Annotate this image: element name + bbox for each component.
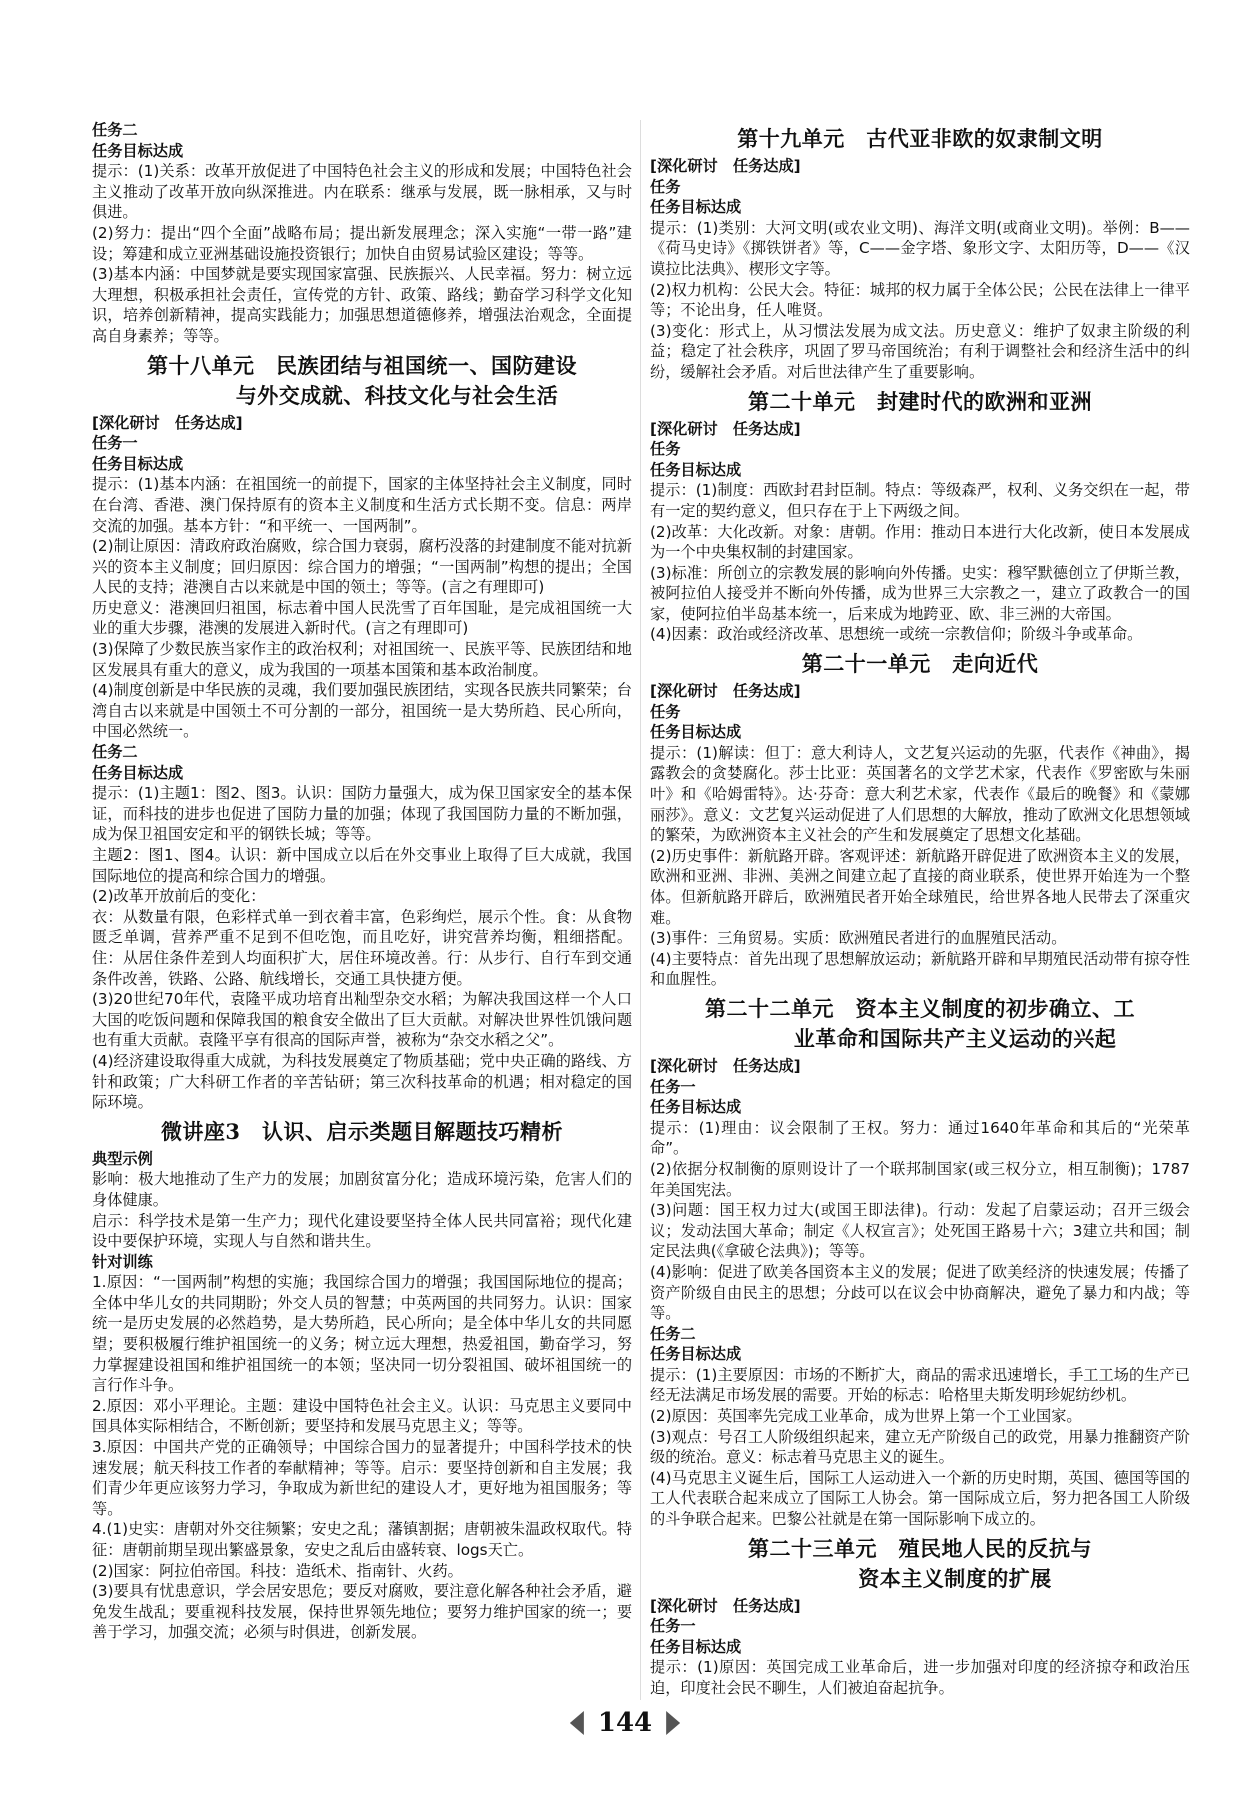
answer-paragraph: 主题2：图1、图4。认识：新中国成立以后在外交事业上取得了巨大成就，我国国际地位的提高和综合国力的增强。 [92, 846, 632, 885]
answer-paragraph: (2)改革：大化改新。对象：唐朝。作用：推动日本进行大化改新，使日本发展成为一个中央集权制的封建国家。 [650, 522, 1190, 562]
answer-paragraph: (4)主要特点：首先出现了思想解放运动；新航路开辟和早期殖民活动带有掠夺性和血腥性。 [650, 949, 1190, 989]
unit-heading-line: 微讲座3 认识、启示类题目解题技巧精析 [160, 1118, 564, 1144]
unit-heading-line: 资本主义制度的扩展 [858, 1565, 1052, 1591]
unit-heading-line: 第二十二单元 资本主义制度的初步确立、工 [705, 995, 1135, 1021]
answer-paragraph: 提示：(1)关系：改革开放促进了中国特色社会主义的形成和发展；中国特色社会主义推动了改革开放向纵深推进。内在联系：继承与发展，既一脉相承，又与时俱进。 [92, 162, 632, 222]
answer-paragraph: (3)基本内涵：中国梦就是要实现国家富强、民族振兴、人民幸福。努力：树立远大理想，积极承担社会责任，宣传党的方针、政策、路线；勤奋学习科学文化知识，培养创新精神，提高实践能力；加强思想道德修养，增强法治观念，全面提高自身素养；等等。 [92, 265, 632, 345]
answer-paragraph: 1.原因：“一国两制”构想的实施；我国综合国力的增强；我国国际地位的提高；全体中华儿女的共同期盼；外交人员的智慧；中英两国的共同努力。认识：国家统一是历史发展的必然趋势，是大势所趋，民心所向；是全体中华儿女的共同愿望；要积极履行维护祖国统一的义务；树立远大理想，热爱祖国，勤奋学习，努力掌握建设祖国和维护祖国统一的本领；坚决同一切分裂祖国、破坏祖国统一的言行作斗争。 [92, 1273, 632, 1395]
answer-paragraph: (4)制度创新是中华民族的灵魂，我们要加强民族团结，实现各民族共同繁荣；台湾自古以来就是中国领土不可分割的一部分，祖国统一是大势所趋、民心所向，中国必然统一。 [92, 681, 632, 741]
answer-paragraph: 2.原因：邓小平理论。主题：建设中国特色社会主义。认识：马克思主义要同中国具体实际相结合，不断创新；要坚持和发展马克思主义；等等。 [92, 1396, 632, 1436]
page-number: 144 [584, 1708, 666, 1738]
answer-paragraph: 提示：(1)解读：但丁：意大利诗人，文艺复兴运动的先驱，代表作《神曲》，揭露教会的贪婪腐化。莎士比亚：英国著名的文学艺术家，代表作《罗密欧与朱丽叶》和《哈姆雷特》。达·芬奇：意大利艺术家，代表作《最后的晚餐》和《蒙娜丽莎》。意义：文艺复兴运动促进了人们思想的大解放，推动了欧洲文化思想领域的繁荣，为欧洲资本主义社会的产生和发展奠定了思想文化基础。 [650, 743, 1190, 845]
section-label: 任务 [650, 702, 681, 721]
answer-paragraph: 提示：(1)基本内涵：在祖国统一的前提下，国家的主体坚持社会主义制度，同时在台湾、香港、澳门保持原有的资本主义制度和生活方式长期不变。信息：两岸交流的加强。基本方针：“和平统一、一国两制”。 [92, 475, 632, 535]
section-label: 任务目标达成 [650, 460, 742, 479]
answer-paragraph: (3)变化：形式上，从习惯法发展为成文法。历史意义：维护了奴隶主阶级的利益；稳定了社会秩序，巩固了罗马帝国统治；有利于调整社会和经济生活中的纠纷，缓解社会矛盾。对后世法律产生了重要影响。 [650, 321, 1190, 381]
left-column [92, 120, 632, 1643]
answer-paragraph: (4)因素：政治或经济改革、思想统一或统一宗教信仰；阶级斗争或革命。 [650, 625, 1143, 644]
section-tag: [深化研讨 任务达成] [92, 413, 243, 432]
section-tag: [深化研讨 任务达成] [650, 682, 801, 701]
right-column [650, 120, 1190, 1699]
section-label: 针对训练 [92, 1252, 153, 1271]
answer-paragraph: 提示：(1)原因：英国完成工业革命后，进一步加强对印度的经济掠夺和政治压迫，印度社会民不聊生，人们被迫奋起抗争。 [650, 1658, 1190, 1697]
unit-heading [650, 1534, 1190, 1594]
section-label: 任务目标达成 [92, 454, 184, 473]
answer-paragraph: (2)改革开放前后的变化： [92, 887, 266, 906]
answer-paragraph: (3)问题：国王权力过大(或国王即法律)。行动：发起了启蒙运动；召开三级会议；发动法国大革命；制定《人权宣言》；处死国王路易十六；3建立共和国；制定民法典(《拿破仑法典》)；等等。 [650, 1201, 1190, 1261]
unit-heading [92, 1117, 632, 1147]
section-label: 任务目标达成 [650, 1345, 742, 1364]
answer-paragraph: (2)努力：提出“四个全面”战略布局；提出新发展理念；深入实施“一带一路”建设；筹建和成立亚洲基础设施投资银行；加快自由贸易试验区建设；等等。 [92, 223, 632, 263]
section-label: 任务目标达成 [92, 763, 184, 782]
unit-heading-line: 第二十三单元 殖民地人民的反抗与 [748, 1535, 1092, 1561]
answer-paragraph: 启示：科学技术是第一生产力；现代化建设要坚持全体人民共同富裕；现代化建设中要保护环境，实现人与自然和谐共生。 [92, 1211, 632, 1251]
answer-paragraph: 提示：(1)理由：议会限制了王权。努力：通过1640年革命和其后的“光荣革命”。 [650, 1118, 1190, 1158]
page-footer [0, 1708, 1250, 1738]
answer-paragraph: (3)要具有忧患意识，学会居安思危；要反对腐败，要注意化解各种社会矛盾，避免发生战乱；要重视科技发展，保持世界领先地位；要努力维护国家的统一；要善于学习，加强交流；必须与时俱进，创新发展。 [92, 1582, 632, 1642]
section-label: 任务目标达成 [92, 141, 184, 160]
section-label: 任务一 [650, 1617, 696, 1636]
answer-paragraph: (2)历史事件：新航路开辟。客观评述：新航路开辟促进了欧洲资本主义的发展，欧洲和亚洲、非洲、美洲之间建立起了直接的商业联系，使世界开始连为一个整体。但新航路开辟后，欧洲殖民者开始全球殖民，给世界各地人民带去了深重灾难。 [650, 846, 1190, 927]
column-divider [640, 120, 641, 1700]
section-label: 任务 [650, 440, 681, 459]
answer-paragraph: (2)原因：英国率先完成工业革命，成为世界上第一个工业国家。 [650, 1407, 1082, 1426]
section-label: 任务一 [92, 434, 138, 453]
section-label: 任务目标达成 [650, 1098, 742, 1117]
answer-paragraph: 衣：从数量有限，色彩样式单一到衣着丰富，色彩绚烂，展示个性。食：从食物匮乏单调，营养严重不足到不但吃饱，而且吃好，讲究营养均衡，粗细搭配。住：从居住条件差到人均面积扩大，居住环境改善。行：从步行、自行车到交通条件改善，铁路、公路、航线增长，交通工具快捷方便。 [92, 907, 632, 988]
answer-paragraph: 提示：(1)类别：大河文明(或农业文明)、海洋文明(或商业文明)。举例：B——《荷马史诗》《掷铁饼者》等，C——金字塔、象形文字、太阳历等，D——《汉谟拉比法典》、楔形文字等。 [650, 218, 1190, 278]
answer-paragraph: (4)影响：促进了欧美各国资本主义的发展；促进了欧美经济的快速发展；传播了资产阶级自由民主的思想；分歧可以在议会中协商解决，避免了暴力和内战；等等。 [650, 1262, 1190, 1323]
unit-heading-line: 第十八单元 民族团结与祖国统一、国防建设 [147, 352, 577, 378]
answer-paragraph: (4)马克思主义诞生后，国际工人运动进入一个新的历史时期，英国、德国等国的工人代表联合起来成立了国际工人协会。第一国际成立后，努力把各国工人阶级的斗争联合起来。巴黎公社就是在第一国际影响下成立的。 [650, 1468, 1190, 1529]
answer-paragraph: (3)20世纪70年代，袁隆平成功培育出籼型杂交水稻；为解决我国这样一个人口大国的吃饭问题和保障我国的粮食安全做出了巨大贡献。对解决世界性饥饿问题也有重大贡献。袁隆平享有很高的国际声誉，被称为“杂交水稻之父”。 [92, 990, 632, 1050]
section-tag: [深化研讨 任务达成] [650, 1056, 801, 1075]
unit-heading [92, 351, 632, 411]
unit-heading-line: 与外交成就、科技文化与社会生活 [235, 382, 559, 408]
section-tag: [深化研讨 任务达成] [650, 419, 801, 438]
unit-heading-line: 第二十单元 封建时代的欧洲和亚洲 [748, 388, 1092, 414]
section-label: 任务目标达成 [650, 198, 742, 217]
answer-paragraph: 影响：极大地推动了生产力的发展；加剧贫富分化；造成环境污染，危害人们的身体健康。 [92, 1170, 632, 1209]
answer-paragraph: (2)权力机构：公民大会。特征：城邦的权力属于全体公民；公民在法律上一律平等；不论出身，任人唯贤。 [650, 280, 1190, 320]
unit-heading-line: 业革命和国际共产主义运动的兴起 [793, 1025, 1117, 1051]
answer-paragraph: (3)观点：号召工人阶级组织起来，建立无产阶级自己的政党，用暴力推翻资产阶级的统治。意义：标志着马克思主义的诞生。 [650, 1427, 1190, 1467]
section-label: 任务 [650, 177, 681, 196]
section-label: 任务一 [650, 1077, 696, 1096]
answer-paragraph: (2)国家：阿拉伯帝国。科技：造纸术、指南针、火药。 [92, 1561, 463, 1580]
section-label: 任务二 [650, 1324, 696, 1343]
unit-heading [650, 124, 1190, 154]
section-tag: [深化研讨 任务达成] [650, 1596, 801, 1615]
section-label: 任务二 [92, 743, 138, 762]
answer-paragraph: 历史意义：港澳回归祖国，标志着中国人民洗雪了百年国耻，是完成祖国统一大业的重大步骤，港澳的发展进入新时代。(言之有理即可) [92, 598, 632, 638]
answer-paragraph: (3)保障了少数民族当家作主的政治权利；对祖国统一、民族平等、民族团结和地区发展具有重大的意义，成为我国的一项基本国策和基本政治制度。 [92, 640, 632, 679]
section-label: 任务目标达成 [650, 723, 742, 742]
answer-paragraph: (3)事件：三角贸易。实质：欧洲殖民者进行的血腥殖民活动。 [650, 929, 1067, 948]
unit-heading [650, 649, 1190, 679]
section-label: 典型示例 [92, 1149, 153, 1168]
unit-heading [650, 994, 1190, 1054]
section-label: 任务二 [92, 121, 138, 139]
section-label: 任务目标达成 [650, 1637, 742, 1656]
answer-paragraph: (2)依据分权制衡的原则设计了一个联邦制国家(或三权分立，相互制衡)；1787年美国宪法。 [650, 1159, 1190, 1199]
answer-paragraph: (2)制让原因：清政府政治腐败，综合国力衰弱，腐朽没落的封建制度不能对抗新兴的资本主义制度；回归原因：综合国力的增强；“一国两制”构想的提出；全国人民的支持；港澳自古以来就是中国的领土；等等。(言之有理即可) [92, 537, 632, 597]
unit-heading-line: 第十九单元 古代亚非欧的奴隶制文明 [737, 126, 1103, 151]
answer-paragraph: 提示：(1)制度：西欧封君封臣制。特点：等级森严，权利、义务交织在一起，带有一定的契约意义，但只存在于上下两级之间。 [650, 481, 1190, 520]
unit-heading [650, 387, 1190, 417]
answer-paragraph: 提示：(1)主题1：图2、图3。认识：国防力量强大，成为保卫国家安全的基本保证，而科技的进步也促进了国防力量的加强；体现了我国国防力量的不断加强，成为保卫祖国安定和平的钢铁长城；等等。 [92, 784, 632, 844]
answer-paragraph: 3.原因：中国共产党的正确领导；中国综合国力的显著提升；中国科学技术的快速发展；航天科技工作者的奉献精神；等等。启示：要坚持创新和自主发展；我们青少年更应该努力学习，争取成为新世纪的建设人才，更好地为祖国服务；等等。 [92, 1438, 632, 1518]
section-tag: [深化研讨 任务达成] [650, 157, 801, 175]
answer-paragraph: 4.(1)史实：唐朝对外交往频繁；安史之乱；藩镇割据；唐朝被朱温政权取代。特征：唐朝前期呈现出繁盛景象，安史之乱后由盛转衰、logs天亡。 [92, 1520, 632, 1559]
answer-paragraph: (4)经济建设取得重大成就，为科技发展奠定了物质基础；党中央正确的路线、方针和政策；广大科研工作者的辛苦钻研；第三次科技革命的机遇；相对稳定的国际环境。 [92, 1051, 632, 1112]
unit-heading-line: 第二十一单元 走向近代 [801, 651, 1039, 677]
answer-paragraph: 提示：(1)主要原因：市场的不断扩大，商品的需求迅速增长，手工工场的生产已经无法满足市场发展的需要。开始的标志：哈格里夫斯发明珍妮纺纱机。 [650, 1365, 1190, 1405]
answer-paragraph: (3)标准：所创立的宗教发展的影响向外传播。史实：穆罕默德创立了伊斯兰教，被阿拉伯人接受并不断向外传播，成为世界三大宗教之一，建立了政教合一的国家，使阿拉伯半岛基本统一，后来成为地跨亚、欧、非三洲的大帝国。 [650, 563, 1190, 623]
